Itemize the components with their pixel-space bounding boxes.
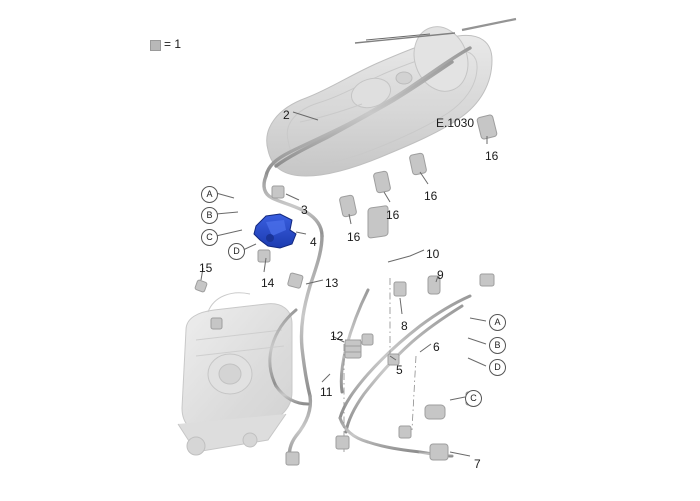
ref-circle-b-left: B bbox=[201, 207, 218, 224]
callout-8: 8 bbox=[401, 319, 408, 333]
ref-circle-a-left: A bbox=[201, 186, 218, 203]
ref-circle-d-left: D bbox=[228, 243, 245, 260]
callout-16-b: 16 bbox=[424, 189, 438, 203]
callout-2: 2 bbox=[283, 108, 290, 122]
callout-14: 14 bbox=[261, 276, 275, 290]
callout-16-a: 16 bbox=[485, 149, 499, 163]
callout-11: 11 bbox=[320, 385, 333, 399]
callout-7: 7 bbox=[474, 457, 481, 471]
ref-circle-d-right: D bbox=[489, 359, 506, 376]
callout-12: 12 bbox=[330, 329, 344, 343]
ref-circle-a-right: A bbox=[489, 314, 506, 331]
legend-swatch bbox=[150, 40, 161, 51]
callout-13: 13 bbox=[325, 276, 339, 290]
callout-5: 5 bbox=[396, 363, 403, 377]
callout-16-d: 16 bbox=[347, 230, 361, 244]
code-label-e1030: E.1030 bbox=[436, 116, 475, 130]
callout-9: 9 bbox=[437, 268, 444, 282]
ref-circle-c-right: C bbox=[465, 390, 482, 407]
callout-15: 15 bbox=[199, 261, 213, 275]
ref-circle-b-right: B bbox=[489, 337, 506, 354]
callout-10: 10 bbox=[426, 247, 440, 261]
callout-4: 4 bbox=[310, 235, 317, 249]
legend-label: = 1 bbox=[164, 37, 182, 51]
callout-6: 6 bbox=[433, 340, 440, 354]
callout-16-c: 16 bbox=[386, 208, 400, 222]
ref-circle-c-left: C bbox=[201, 229, 218, 246]
highlighted-part-4 bbox=[254, 214, 296, 248]
callout-3: 3 bbox=[301, 203, 308, 217]
engine-assembly bbox=[178, 293, 292, 455]
